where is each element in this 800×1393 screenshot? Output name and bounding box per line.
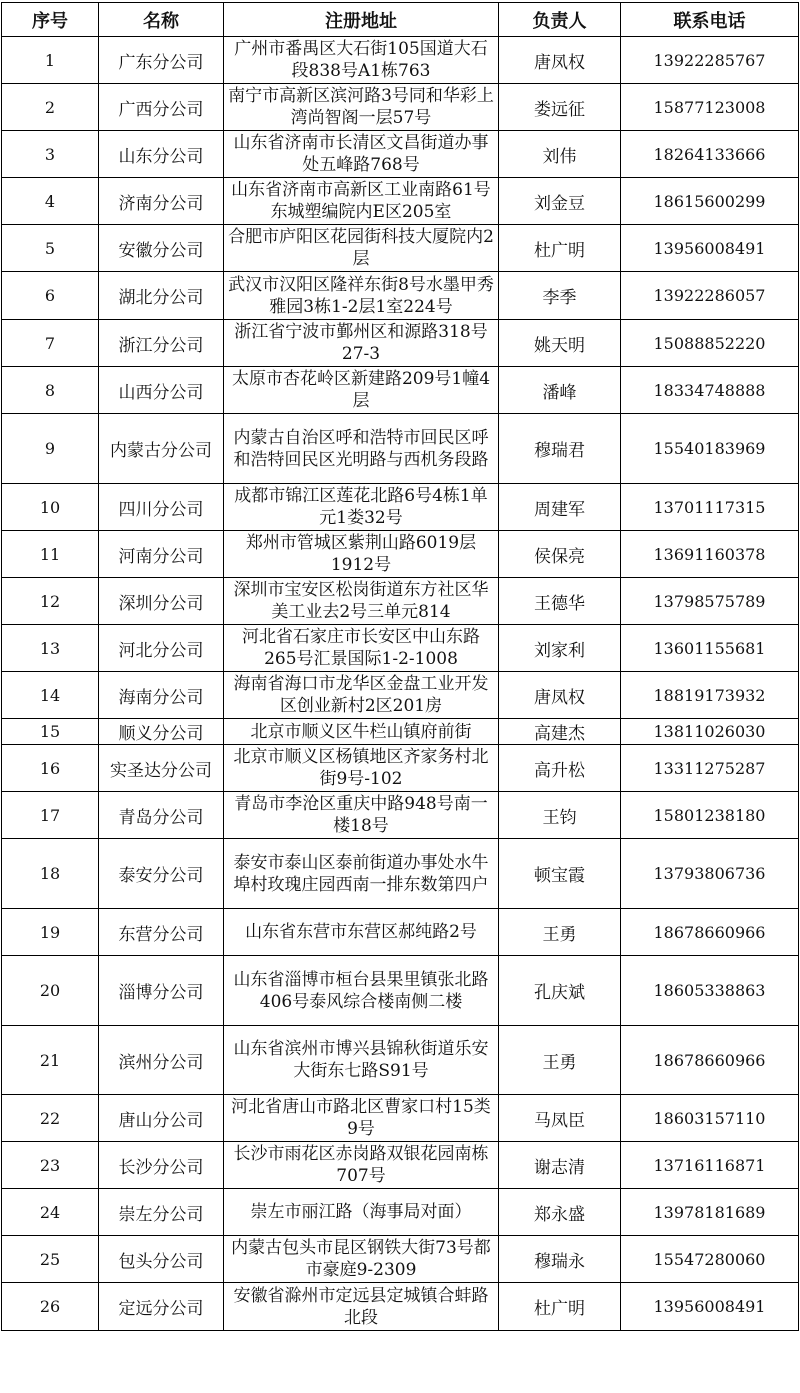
cell-index: 14 bbox=[2, 672, 99, 719]
cell-phone: 18678660966 bbox=[621, 1026, 799, 1095]
cell-index: 12 bbox=[2, 578, 99, 625]
table-row bbox=[2, 1189, 799, 1236]
cell-name: 湖北分公司 bbox=[99, 272, 224, 320]
table-row bbox=[2, 792, 799, 839]
cell-phone: 18605338863 bbox=[621, 956, 799, 1026]
cell-index: 11 bbox=[2, 531, 99, 578]
cell-person: 郑永盛 bbox=[499, 1189, 621, 1236]
cell-person: 杜广明 bbox=[499, 225, 621, 272]
cell-phone: 13956008491 bbox=[621, 225, 799, 272]
cell-index: 26 bbox=[2, 1283, 99, 1331]
cell-index: 18 bbox=[2, 839, 99, 909]
table-row bbox=[2, 272, 799, 320]
cell-address: 深圳市宝安区松岗街道东方社区华美工业去2号三单元814 bbox=[224, 578, 499, 625]
cell-name: 包头分公司 bbox=[99, 1236, 224, 1283]
cell-person: 马凤臣 bbox=[499, 1095, 621, 1142]
table-row bbox=[2, 1142, 799, 1189]
table-row bbox=[2, 37, 799, 84]
table-row bbox=[2, 625, 799, 672]
cell-phone: 18819173932 bbox=[621, 672, 799, 719]
table-row bbox=[2, 578, 799, 625]
cell-address: 南宁市高新区滨河路3号同和华彩上湾尚智阁一层57号 bbox=[224, 84, 499, 131]
cell-name: 崇左分公司 bbox=[99, 1189, 224, 1236]
cell-name: 河北分公司 bbox=[99, 625, 224, 672]
cell-name: 淄博分公司 bbox=[99, 956, 224, 1026]
cell-person: 刘家利 bbox=[499, 625, 621, 672]
cell-index: 25 bbox=[2, 1236, 99, 1283]
cell-address: 山东省济南市长清区文昌街道办事处五峰路768号 bbox=[224, 131, 499, 178]
cell-phone: 15088852220 bbox=[621, 320, 799, 367]
cell-person: 李季 bbox=[499, 272, 621, 320]
cell-person: 刘伟 bbox=[499, 131, 621, 178]
cell-phone: 18615600299 bbox=[621, 178, 799, 225]
branch-table bbox=[1, 2, 799, 1331]
cell-name: 青岛分公司 bbox=[99, 792, 224, 839]
header-name: 名称 bbox=[99, 3, 224, 37]
cell-person: 姚天明 bbox=[499, 320, 621, 367]
cell-phone: 15877123008 bbox=[621, 84, 799, 131]
cell-name: 内蒙古分公司 bbox=[99, 414, 224, 484]
cell-name: 滨州分公司 bbox=[99, 1026, 224, 1095]
cell-phone: 15547280060 bbox=[621, 1236, 799, 1283]
cell-address: 成都市锦江区莲花北路6号4栋1单元1娄32号 bbox=[224, 484, 499, 531]
cell-address: 安徽省滁州市定远县定城镇合蚌路北段 bbox=[224, 1283, 499, 1331]
cell-address: 泰安市泰山区泰前街道办事处水牛埠村玫瑰庄园西南一排东数第四户 bbox=[224, 839, 499, 909]
cell-person: 唐凤权 bbox=[499, 37, 621, 84]
cell-address: 广州市番禺区大石街105国道大石段838号A1栋763 bbox=[224, 37, 499, 84]
cell-name: 泰安分公司 bbox=[99, 839, 224, 909]
cell-phone: 18334748888 bbox=[621, 367, 799, 414]
cell-address: 太原市杏花岭区新建路209号1幢4层 bbox=[224, 367, 499, 414]
cell-index: 13 bbox=[2, 625, 99, 672]
cell-name: 济南分公司 bbox=[99, 178, 224, 225]
cell-person: 谢志清 bbox=[499, 1142, 621, 1189]
cell-name: 长沙分公司 bbox=[99, 1142, 224, 1189]
cell-address: 浙江省宁波市鄞州区和源路318号27-3 bbox=[224, 320, 499, 367]
cell-phone: 13793806736 bbox=[621, 839, 799, 909]
table-row bbox=[2, 719, 799, 745]
cell-address: 河北省唐山市路北区曹家口村15类9号 bbox=[224, 1095, 499, 1142]
cell-name: 唐山分公司 bbox=[99, 1095, 224, 1142]
cell-phone: 18678660966 bbox=[621, 909, 799, 956]
cell-index: 17 bbox=[2, 792, 99, 839]
cell-index: 22 bbox=[2, 1095, 99, 1142]
cell-person: 王勇 bbox=[499, 909, 621, 956]
table-row bbox=[2, 225, 799, 272]
table-row bbox=[2, 839, 799, 909]
table-body bbox=[2, 37, 799, 1331]
cell-address: 河北省石家庄市长安区中山东路265号汇景国际1-2-1008 bbox=[224, 625, 499, 672]
cell-name: 山西分公司 bbox=[99, 367, 224, 414]
cell-name: 顺义分公司 bbox=[99, 719, 224, 745]
cell-index: 15 bbox=[2, 719, 99, 745]
cell-phone: 18603157110 bbox=[621, 1095, 799, 1142]
cell-name: 海南分公司 bbox=[99, 672, 224, 719]
cell-person: 王钧 bbox=[499, 792, 621, 839]
cell-name: 四川分公司 bbox=[99, 484, 224, 531]
cell-address: 山东省东营市东营区郝纯路2号 bbox=[224, 909, 499, 956]
cell-name: 浙江分公司 bbox=[99, 320, 224, 367]
cell-index: 9 bbox=[2, 414, 99, 484]
header-phone: 联系电话 bbox=[621, 3, 799, 37]
table-row bbox=[2, 414, 799, 484]
cell-address: 内蒙古包头市昆区钢铁大街73号都市豪庭9-2309 bbox=[224, 1236, 499, 1283]
table-row bbox=[2, 1283, 799, 1331]
cell-person: 穆瑞君 bbox=[499, 414, 621, 484]
cell-person: 王德华 bbox=[499, 578, 621, 625]
cell-phone: 13311275287 bbox=[621, 745, 799, 792]
cell-name: 河南分公司 bbox=[99, 531, 224, 578]
cell-name: 安徽分公司 bbox=[99, 225, 224, 272]
cell-phone: 13811026030 bbox=[621, 719, 799, 745]
cell-index: 2 bbox=[2, 84, 99, 131]
cell-person: 潘峰 bbox=[499, 367, 621, 414]
cell-phone: 13691160378 bbox=[621, 531, 799, 578]
table-row bbox=[2, 367, 799, 414]
cell-person: 穆瑞永 bbox=[499, 1236, 621, 1283]
cell-phone: 13956008491 bbox=[621, 1283, 799, 1331]
cell-phone: 13978181689 bbox=[621, 1189, 799, 1236]
table-row bbox=[2, 1026, 799, 1095]
cell-index: 1 bbox=[2, 37, 99, 84]
cell-name: 深圳分公司 bbox=[99, 578, 224, 625]
table-row bbox=[2, 672, 799, 719]
cell-person: 孔庆斌 bbox=[499, 956, 621, 1026]
cell-index: 5 bbox=[2, 225, 99, 272]
cell-phone: 18264133666 bbox=[621, 131, 799, 178]
cell-phone: 13701117315 bbox=[621, 484, 799, 531]
cell-person: 侯保亮 bbox=[499, 531, 621, 578]
cell-phone: 15540183969 bbox=[621, 414, 799, 484]
table-row bbox=[2, 178, 799, 225]
header-person: 负责人 bbox=[499, 3, 621, 37]
cell-index: 20 bbox=[2, 956, 99, 1026]
cell-person: 周建军 bbox=[499, 484, 621, 531]
cell-phone: 13716116871 bbox=[621, 1142, 799, 1189]
cell-address: 北京市顺义区牛栏山镇府前街 bbox=[224, 719, 499, 745]
header-row bbox=[2, 3, 799, 37]
table-row bbox=[2, 320, 799, 367]
cell-index: 10 bbox=[2, 484, 99, 531]
cell-phone: 13922285767 bbox=[621, 37, 799, 84]
cell-address: 山东省滨州市博兴县锦秋街道乐安大街东七路S91号 bbox=[224, 1026, 499, 1095]
header-index: 序号 bbox=[2, 3, 99, 37]
cell-index: 19 bbox=[2, 909, 99, 956]
cell-name: 东营分公司 bbox=[99, 909, 224, 956]
cell-index: 7 bbox=[2, 320, 99, 367]
cell-name: 山东分公司 bbox=[99, 131, 224, 178]
cell-address: 海南省海口市龙华区金盘工业开发区创业新村2区201房 bbox=[224, 672, 499, 719]
table-row bbox=[2, 84, 799, 131]
cell-address: 长沙市雨花区赤岗路双银花园南栋707号 bbox=[224, 1142, 499, 1189]
cell-name: 广西分公司 bbox=[99, 84, 224, 131]
cell-person: 顿宝霞 bbox=[499, 839, 621, 909]
table-row bbox=[2, 909, 799, 956]
cell-address: 崇左市丽江路（海事局对面） bbox=[224, 1189, 499, 1236]
cell-person: 唐凤权 bbox=[499, 672, 621, 719]
cell-person: 杜广明 bbox=[499, 1283, 621, 1331]
cell-phone: 15801238180 bbox=[621, 792, 799, 839]
table-row bbox=[2, 745, 799, 792]
cell-phone: 13601155681 bbox=[621, 625, 799, 672]
table-row bbox=[2, 531, 799, 578]
cell-index: 3 bbox=[2, 131, 99, 178]
cell-address: 武汉市汉阳区隆祥东街8号水墨甲秀雅园3栋1-2层1室224号 bbox=[224, 272, 499, 320]
cell-address: 合肥市庐阳区花园街科技大厦院内2层 bbox=[224, 225, 499, 272]
cell-phone: 13922286057 bbox=[621, 272, 799, 320]
cell-person: 娄远征 bbox=[499, 84, 621, 131]
table-row bbox=[2, 131, 799, 178]
cell-name: 定远分公司 bbox=[99, 1283, 224, 1331]
cell-person: 刘金豆 bbox=[499, 178, 621, 225]
table-row bbox=[2, 1095, 799, 1142]
cell-address: 郑州市管城区紫荆山路6019层1912号 bbox=[224, 531, 499, 578]
cell-person: 高建杰 bbox=[499, 719, 621, 745]
table-row bbox=[2, 484, 799, 531]
cell-address: 山东省济南市高新区工业南路61号东城塑编院内E区205室 bbox=[224, 178, 499, 225]
header-address: 注册地址 bbox=[224, 3, 499, 37]
table-row bbox=[2, 956, 799, 1026]
cell-address: 青岛市李沧区重庆中路948号南一楼18号 bbox=[224, 792, 499, 839]
cell-address: 北京市顺义区杨镇地区齐家务村北街9号-102 bbox=[224, 745, 499, 792]
cell-index: 21 bbox=[2, 1026, 99, 1095]
cell-address: 山东省淄博市桓台县果里镇张北路406号泰风综合楼南侧二楼 bbox=[224, 956, 499, 1026]
cell-index: 8 bbox=[2, 367, 99, 414]
cell-index: 6 bbox=[2, 272, 99, 320]
cell-index: 16 bbox=[2, 745, 99, 792]
cell-address: 内蒙古自治区呼和浩特市回民区呼和浩特回民区光明路与西机务段路 bbox=[224, 414, 499, 484]
cell-index: 23 bbox=[2, 1142, 99, 1189]
cell-index: 24 bbox=[2, 1189, 99, 1236]
table-row bbox=[2, 1236, 799, 1283]
cell-name: 广东分公司 bbox=[99, 37, 224, 84]
cell-person: 高升松 bbox=[499, 745, 621, 792]
cell-name: 实圣达分公司 bbox=[99, 745, 224, 792]
cell-index: 4 bbox=[2, 178, 99, 225]
cell-person: 王勇 bbox=[499, 1026, 621, 1095]
cell-phone: 13798575789 bbox=[621, 578, 799, 625]
